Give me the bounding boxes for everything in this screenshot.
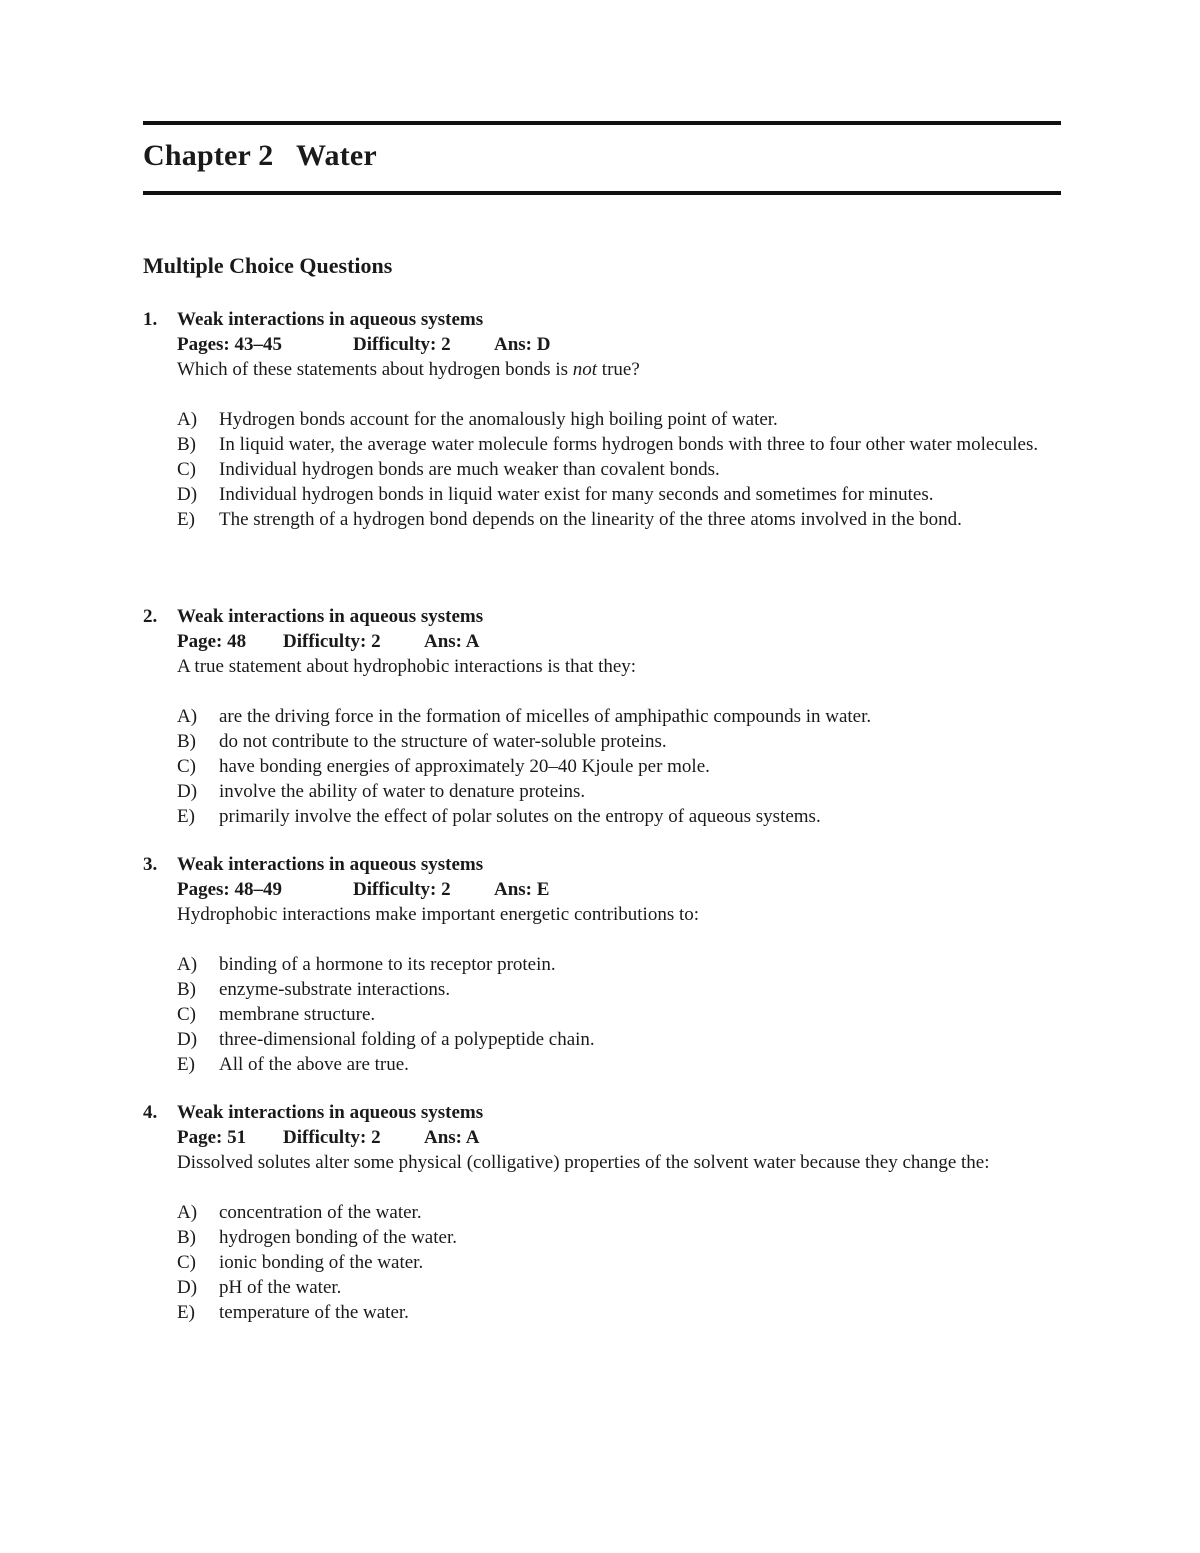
option-a <box>177 1200 1061 1225</box>
question-difficulty: Difficulty: 2 <box>283 1127 381 1148</box>
question-pages: Pages: 48–49 <box>177 879 283 900</box>
option-letter: A) <box>177 706 198 727</box>
question-difficulty: Difficulty: 2 <box>283 631 381 652</box>
question-stem: A true statement about hydrophobic interactions is that they: <box>177 656 637 677</box>
question-meta <box>177 877 1061 902</box>
option-d <box>177 482 1061 507</box>
question-answer: Ans: D <box>494 334 551 355</box>
option-d <box>177 779 1061 804</box>
option-letter: D) <box>177 484 198 505</box>
question-topic: Weak interactions in aqueous systems <box>177 1102 484 1123</box>
question-number: 2. <box>143 606 158 627</box>
question-number: 1. <box>143 309 158 330</box>
question-meta <box>177 332 1061 357</box>
option-text: The strength of a hydrogen bond depends on the linearity of the three atoms involved in the bond. <box>219 509 962 530</box>
option-text: have bonding energies of approximately 20–40 Kjoule per mole. <box>219 756 710 777</box>
option-text: membrane structure. <box>219 1004 376 1025</box>
option-letter: D) <box>177 1277 198 1298</box>
option-letter: C) <box>177 459 196 480</box>
option-letter: C) <box>177 1252 196 1273</box>
option-letter: B) <box>177 434 196 455</box>
option-text: do not contribute to the structure of water-soluble proteins. <box>219 731 667 752</box>
question-answer: Ans: A <box>424 631 480 652</box>
question-1 <box>143 307 1061 604</box>
option-e <box>177 804 1061 829</box>
option-letter: E) <box>177 509 195 530</box>
option-a <box>177 704 1061 729</box>
question-3 <box>143 852 1061 1100</box>
option-letter: B) <box>177 1227 196 1248</box>
option-a <box>177 407 1061 432</box>
option-e <box>177 507 1061 532</box>
question-4 <box>143 1100 1061 1350</box>
option-text: hydrogen bonding of the water. <box>219 1227 457 1248</box>
chapter-title: Chapter 2 Water <box>143 139 377 172</box>
option-letter: A) <box>177 954 198 975</box>
option-b <box>177 1225 1061 1250</box>
bottom-rule <box>143 191 1061 195</box>
option-e <box>177 1300 1061 1325</box>
option-d <box>177 1027 1061 1052</box>
option-letter: E) <box>177 806 195 827</box>
section-heading: Multiple Choice Questions <box>143 253 393 278</box>
option-b <box>177 432 1061 457</box>
option-letter: E) <box>177 1054 195 1075</box>
option-letter: B) <box>177 979 196 1000</box>
option-b <box>177 729 1061 754</box>
option-text: enzyme-substrate interactions. <box>219 979 451 1000</box>
option-d <box>177 1275 1061 1300</box>
option-e <box>177 1052 1061 1077</box>
option-text: Individual hydrogen bonds are much weaker than covalent bonds. <box>219 459 720 480</box>
option-text: involve the ability of water to denature proteins. <box>219 781 586 802</box>
option-text: are the driving force in the formation of micelles of amphipathic compounds in water. <box>219 706 872 727</box>
option-letter: E) <box>177 1302 195 1323</box>
question-topic: Weak interactions in aqueous systems <box>177 309 484 330</box>
question-2 <box>143 604 1061 852</box>
stem-emphasis: not <box>572 359 598 380</box>
question-difficulty: Difficulty: 2 <box>353 879 451 900</box>
option-text: All of the above are true. <box>219 1054 409 1075</box>
answer-options <box>177 952 1061 1077</box>
question-meta <box>177 629 1061 654</box>
option-c <box>177 1250 1061 1275</box>
question-topic: Weak interactions in aqueous systems <box>177 854 484 875</box>
question-difficulty: Difficulty: 2 <box>353 334 451 355</box>
option-text: concentration of the water. <box>219 1202 422 1223</box>
option-text: pH of the water. <box>219 1277 342 1298</box>
option-text: Hydrogen bonds account for the anomalously high boiling point of water. <box>219 409 778 430</box>
question-stem: Which of these statements about hydrogen bonds is not true? <box>177 359 640 380</box>
option-letter: A) <box>177 409 198 430</box>
option-letter: D) <box>177 781 198 802</box>
option-letter: C) <box>177 756 196 777</box>
option-c <box>177 457 1061 482</box>
answer-options <box>177 1200 1061 1325</box>
option-text: three-dimensional folding of a polypeptide chain. <box>219 1029 595 1050</box>
top-rule <box>143 121 1061 125</box>
option-letter: C) <box>177 1004 196 1025</box>
question-pages: Pages: 43–45 <box>177 334 283 355</box>
option-letter: A) <box>177 1202 198 1223</box>
option-text: In liquid water, the average water molecule forms hydrogen bonds with three to four other water molecules. <box>219 434 1039 455</box>
question-answer: Ans: A <box>424 1127 480 1148</box>
question-stem: Hydrophobic interactions make important energetic contributions to: <box>177 904 700 925</box>
option-a <box>177 952 1061 977</box>
question-pages: Page: 48 <box>177 631 247 652</box>
option-b <box>177 977 1061 1002</box>
option-text: Individual hydrogen bonds in liquid water exist for many seconds and sometimes for minutes. <box>219 484 934 505</box>
question-meta <box>177 1125 1061 1150</box>
option-c <box>177 1002 1061 1027</box>
question-answer: Ans: E <box>494 879 550 900</box>
option-text: ionic bonding of the water. <box>219 1252 424 1273</box>
question-list <box>143 307 1061 1350</box>
answer-options <box>177 407 1061 532</box>
answer-options <box>177 704 1061 829</box>
option-text: binding of a hormone to its receptor protein. <box>219 954 556 975</box>
question-number: 4. <box>143 1102 158 1123</box>
question-stem: Dissolved solutes alter some physical (colligative) properties of the solvent water because they change the: <box>177 1152 990 1173</box>
question-pages: Page: 51 <box>177 1127 247 1148</box>
option-c <box>177 754 1061 779</box>
question-topic: Weak interactions in aqueous systems <box>177 606 484 627</box>
option-letter: B) <box>177 731 196 752</box>
option-letter: D) <box>177 1029 198 1050</box>
option-text: temperature of the water. <box>219 1302 409 1323</box>
question-number: 3. <box>143 854 158 875</box>
option-text: primarily involve the effect of polar solutes on the entropy of aqueous systems. <box>219 806 821 827</box>
